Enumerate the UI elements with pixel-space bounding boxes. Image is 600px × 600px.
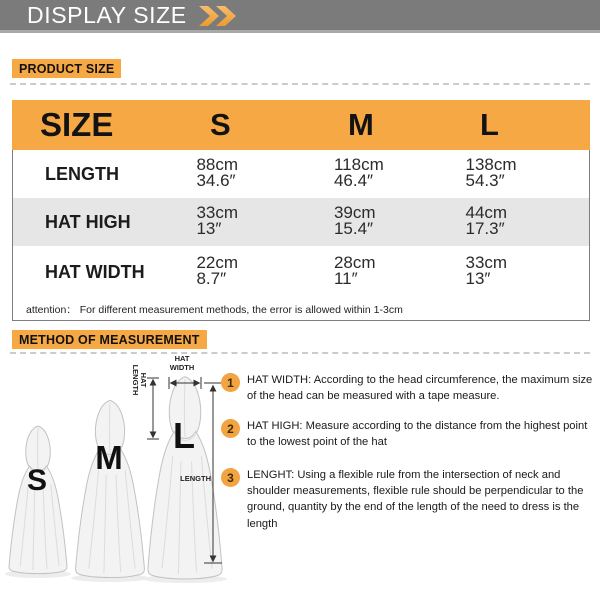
cell-hatwidth-m [320,255,452,289]
value-inch: 11″ [333,269,358,288]
size-table-header [12,100,590,150]
double-chevron-icon [197,5,243,27]
value-cm: 33cm [196,203,239,222]
cell-length-s [182,157,320,191]
cloak-m [76,400,145,577]
value-inch: 17.3″ [465,219,505,238]
value-cm: 44cm [465,203,508,222]
banner [0,0,600,33]
size-table-body [12,150,590,321]
size-table [12,100,590,321]
value-cm: 33cm [465,253,508,272]
note-text: LENGHT: Using a flexible rule from the intersection of neck and shoulder measurements, flexible rule should be perpendicular to the ground, quantity by the end of the length of the need to dress is the length [247,469,584,530]
note-number-badge: 3 [221,468,240,487]
row-label: HAT WIDTH [45,261,145,282]
hat-length-label: LENGTH [131,364,140,396]
value-inch: 54.3″ [465,171,505,190]
value-inch: 13″ [196,219,222,238]
table-row-hat-high [13,198,589,246]
note-hat-high [221,418,592,450]
header-col-m: M [348,107,374,142]
hat-length-label: HAT [139,372,148,388]
banner-title: DISPLAY SIZE [27,2,187,28]
method-of-measurement-label: METHOD OF MEASUREMENT [12,330,207,349]
cell-hatwidth-l [452,255,590,289]
note-text: HAT WIDTH: According to the head circumference, the maximum size of the head can be measured with a tape measure. [247,374,593,403]
note-text: HAT HIGH: Measure according to the distance from the highest point to the lowest point of the hat [247,420,588,449]
cell-length-l [452,157,590,191]
value-cm: 39cm [333,203,376,222]
cell-hathigh-m [320,205,452,239]
note-hat-width [221,372,592,404]
cloak-s [9,426,67,574]
row-label: LENGTH [45,163,119,184]
value-inch: 34.6″ [196,171,236,190]
value-inch: 15.4″ [333,219,374,238]
value-cm: 138cm [465,155,517,174]
header-col-s: S [210,107,231,142]
value-cm: 28cm [333,253,376,272]
row-label: HAT HIGH [45,211,131,232]
length-label: LENGTH [180,474,211,483]
hat-width-label: WIDTH [169,363,195,372]
measurement-diagram [0,350,240,595]
value-inch: 46.4″ [333,171,374,190]
value-cm: 118cm [333,155,384,174]
table-row-hat-width [13,246,589,298]
divider-dashed-top [10,83,590,85]
attention-note: attention： For different measurement methods, the error is allowed within 1-3cm [26,303,403,316]
header-size: SIZE [40,106,114,143]
cloak-letter-s: S [26,464,48,497]
header-col-l: L [480,107,499,142]
note-number-badge: 2 [221,419,240,438]
note-length [221,467,592,532]
cloak-letter-m: M [95,439,123,476]
hat-width-label: HAT [174,354,190,363]
cell-hathigh-s [182,205,320,239]
value-cm: 22cm [196,253,239,272]
cloak-letter-l: L [173,415,195,456]
cell-hatwidth-s [182,255,320,289]
note-number-badge: 1 [221,373,240,392]
cell-length-m [320,157,452,191]
value-inch: 8.7″ [196,269,227,288]
table-row-length [13,150,589,198]
cell-hathigh-l [452,205,590,239]
value-cm: 88cm [196,155,239,174]
product-size-label: PRODUCT SIZE [12,59,121,78]
value-inch: 13″ [465,269,491,288]
